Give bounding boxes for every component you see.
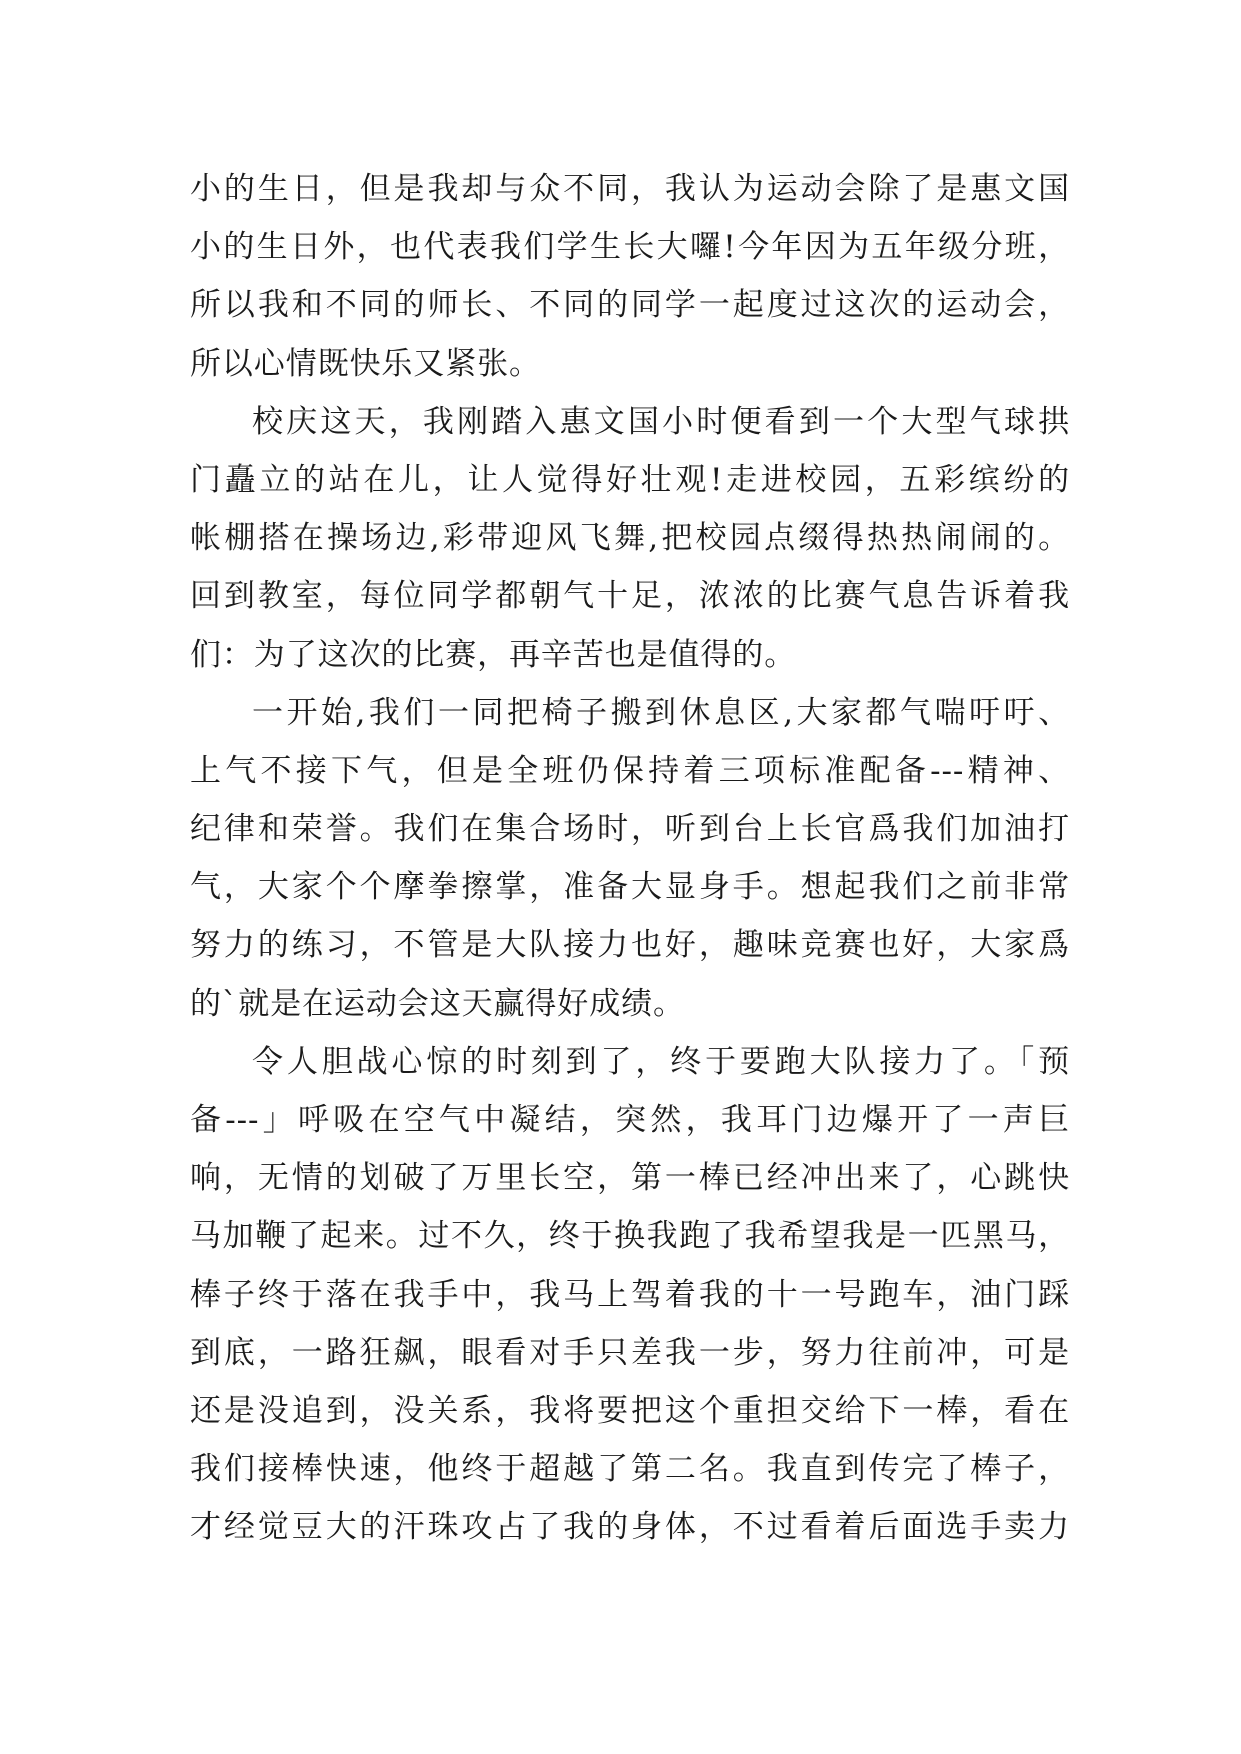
document-body — [190, 160, 1070, 1557]
text-line: 小的生日，但是我却与众不同，我认为运动会除了是惠文国 — [190, 171, 1070, 207]
text-line: 一开始,我们一同把椅子搬到休息区,大家都气喘吁吁、 — [252, 694, 1070, 731]
text-line: 棒子终于落在我手中，我马上驾着我的十一号跑车，油门踩 — [190, 1276, 1070, 1313]
text-line: 所以心情既快乐又紧张。 — [190, 345, 541, 382]
text-line: 们：为了这次的比赛，再辛苦也是值得的。 — [190, 636, 797, 673]
text-line: 纪律和荣誉。我们在集合场时，听到台上长官爲我们加油打 — [190, 811, 1070, 848]
text-line: 校庆这天，我刚踏入惠文国小时便看到一个大型气球拱 — [252, 403, 1070, 440]
text-line: 门矗立的站在儿，让人觉得好壮观!走进校园，五彩缤纷的 — [190, 461, 1070, 498]
text-line: 才经觉豆大的汗珠攻占了我的身体，不过看着后面选手卖力 — [190, 1509, 1070, 1546]
text-line: 令人胆战心惊的时刻到了，终于要跑大队接力了。「预 — [252, 1043, 1070, 1080]
text-line: 努力的练习，不管是大队接力也好，趣味竞赛也好，大家爲 — [190, 927, 1070, 964]
text-line: 回到教室，每位同学都朝气十足，浓浓的比赛气息告诉着我 — [190, 578, 1070, 615]
text-line: 还是没追到，没关系，我将要把这个重担交给下一棒，看在 — [190, 1392, 1070, 1429]
text-line: 我们接棒快速，他终于超越了第二名。我直到传完了棒子， — [190, 1451, 1070, 1488]
text-line: 马加鞭了起来。过不久，终于换我跑了我希望我是一匹黑马， — [190, 1218, 1070, 1255]
text-line: 气，大家个个摩拳擦掌，准备大显身手。想起我们之前非常 — [190, 869, 1070, 906]
text-line: 帐棚搭在操场边,彩带迎风飞舞,把校园点缀得热热闹闹的。 — [190, 520, 1070, 557]
text-line: 响，无情的划破了万里长空，第一棒已经冲出来了，心跳快 — [190, 1160, 1070, 1197]
text-line: 小的生日外，也代表我们学生长大囉!今年因为五年级分班， — [190, 229, 1070, 266]
text-line: 到底，一路狂飙，眼看对手只差我一步，努力往前冲，可是 — [190, 1334, 1070, 1371]
text-line: 上气不接下气，但是全班仍保持着三项标准配备---精神、 — [190, 752, 1070, 789]
text-line: 所以我和不同的师长、不同的同学一起度过这次的运动会， — [190, 287, 1070, 324]
text-line: 的`就是在运动会这天赢得好成绩。 — [190, 985, 685, 1022]
text-line: 备---」呼吸在空气中凝结，突然，我耳门边爆开了一声巨 — [190, 1102, 1070, 1138]
